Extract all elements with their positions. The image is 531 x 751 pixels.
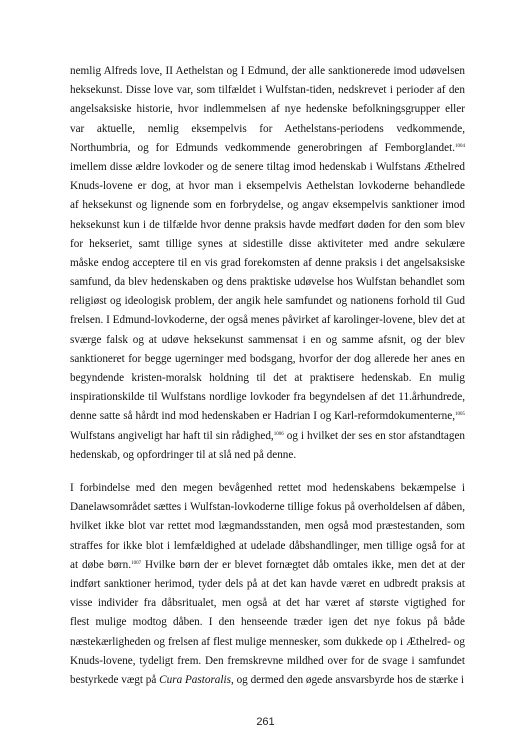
line-text: Knuds-lovene, tydeligt frem. Den fremskrevne mildhed over for de svage i samfundet <box>70 654 465 667</box>
line-text: for hekseriet, samt tillige synes at sidestille disse aktiviteter med andre sekulære <box>70 237 465 250</box>
line-text: at døbe børn. <box>70 558 132 571</box>
text-line <box>70 311 465 330</box>
footnote-ref[interactable]: 1006 <box>273 431 284 437</box>
paragraph-1 <box>70 62 465 465</box>
paragraph-2 <box>70 479 465 690</box>
text-line <box>70 556 465 575</box>
text-line <box>70 652 465 671</box>
footnote-ref[interactable]: 1004 <box>455 143 465 149</box>
text-line <box>70 517 465 536</box>
text-line <box>70 537 465 556</box>
text-line <box>70 479 465 498</box>
text-line <box>70 498 465 517</box>
line-text: Hvilke børn der er blevet fornægtet dåb omtales ikke, men det at der <box>145 558 465 571</box>
text-line <box>70 158 465 177</box>
line-text: straffes for ikke blot i lemfældighed at udelade dåbshandlinger, men tillige også for at <box>70 539 465 552</box>
footnote-ref[interactable]: 1005 <box>455 412 465 418</box>
text-line <box>70 62 465 81</box>
italic-title: Cura Pastoralis <box>159 673 231 686</box>
text-line <box>70 331 465 350</box>
line-text: I forbindelse med den megen bevågenhed rettet mod hedenskabens bekæmpelse i <box>70 482 465 494</box>
text-line <box>70 575 465 594</box>
line-text: denne satte så hårdt ind mod hedenskaben er Hadrian I og Karl-reformdokumenterne, <box>70 410 455 423</box>
line-text: måske endog acceptere til en vis grad forekomsten af denne praksis i det angelsaksiske <box>70 256 465 269</box>
line-text: imellem disse ældre lovkoder og de senere tiltag imod hedenskab i Wulfstans Æthelred <box>70 160 465 173</box>
line-text: hedenskab, og opfordringer til at slå ned på denne. <box>70 448 297 461</box>
line-text: angelsaksiske historie, hvor indlemmelsen af nye hedenske befolkningsgrupper eller <box>70 103 465 116</box>
text-line <box>70 120 465 139</box>
line-text: bestyrkede vægt på <box>70 673 160 686</box>
line-text: Knuds-lovene er dog, at hvor man i eksempelvis Aethelstan lovkoderne behandlede <box>70 180 465 193</box>
text-line <box>70 139 465 158</box>
line-text: begyndende kristen-moralsk holdning til det at praktisere hedenskab. En mulig <box>70 372 465 384</box>
line-text: Danelawsområdet sættes i Wulfstan-lovkoderne tillige fokus på overholdelsen af dåben, <box>70 501 465 514</box>
line-text: heksekunst kun i de tilfælde hvor denne praksis havde medført døden for den som blev <box>70 218 465 231</box>
line-text: , og dermed den øgede ansvarsbyrde hos de stærke i <box>230 673 464 686</box>
text-line <box>70 177 465 196</box>
text-line <box>70 427 465 446</box>
line-text: samfund, da blev hedenskaben og dens praktiske udøvelse hos Wulfstan behandlet som <box>70 276 465 289</box>
line-text: inspirationskilde til Wulfstans nordlige lovkoder fra begyndelsen af det 11.århundrede, <box>70 391 465 404</box>
line-text: hvilket ikke blot var rettet mod lægmandsstanden, men også mod præstestanden, som <box>70 520 465 533</box>
text-line <box>70 235 465 254</box>
line-text: nemlig Alfreds love, II Aethelstan og I Edmund, der alle sanktionerede imod udøvelsen <box>70 65 465 77</box>
text-line <box>70 446 465 465</box>
line-text: Wulfstans angiveligt har haft til sin rådighed, <box>70 429 274 442</box>
text-line <box>70 369 465 388</box>
text-line <box>70 292 465 311</box>
page-number: 261 <box>256 716 275 728</box>
line-text: Northumbria, og for Edmunds vedkommende generobringen af Femborglandet. <box>70 141 455 154</box>
text-line <box>70 81 465 100</box>
text-line <box>70 407 465 426</box>
line-text: indført sanktioner herimod, tyder dels på at det kan havde været en udbredt praksis at <box>70 577 465 590</box>
line-text: visse individer fra dåbsritualet, men også at det har været af største vigtighed for <box>70 597 465 610</box>
footnote-ref[interactable]: 1007 <box>131 560 142 566</box>
line-text: og i hvilket der ses en stor afstandtagen <box>286 429 465 442</box>
line-text: flest mulige modtog dåben. I den henseende træder igen det nye fokus på både <box>70 616 465 629</box>
text-line <box>70 254 465 273</box>
text-line <box>70 196 465 215</box>
text-line <box>70 594 465 613</box>
text-line <box>70 350 465 369</box>
text-line <box>70 671 465 690</box>
line-text: var aktuelle, nemlig eksempelvis for Aethelstans-periodens vedkommende, <box>70 122 465 135</box>
line-text: næstekærligheden og frelsen af flest mulige mennesker, som dukkede op i Æthelred- og <box>70 635 465 648</box>
line-text: sanktioneret for begge ugerninger med bodsgang, hvorfor der dog allerede her anes en <box>70 352 465 365</box>
line-text: heksekunst. Disse love var, som tilfældet i Wulfstan-tiden, nedskrevet i perioder af den <box>70 84 465 97</box>
text-line <box>70 613 465 632</box>
text-line <box>70 216 465 235</box>
text-line <box>70 388 465 407</box>
text-line <box>70 273 465 292</box>
line-text: sværge falsk og at udøve heksekunst sammensat i en og samme afsnit, og der blev <box>70 333 465 346</box>
line-text: frelsen. I Edmund-lovkoderne, der også menes påvirket af karolinger-lovene, blev det at <box>70 314 465 327</box>
line-text: religiøst og ideologisk problem, der angik hele samfundet og nationens forhold til Gud <box>70 295 465 308</box>
line-text: af heksekunst og lignende som en forbrydelse, og angav eksempelvis sanktioner imod <box>70 199 465 212</box>
text-line <box>70 100 465 119</box>
text-line <box>70 633 465 652</box>
